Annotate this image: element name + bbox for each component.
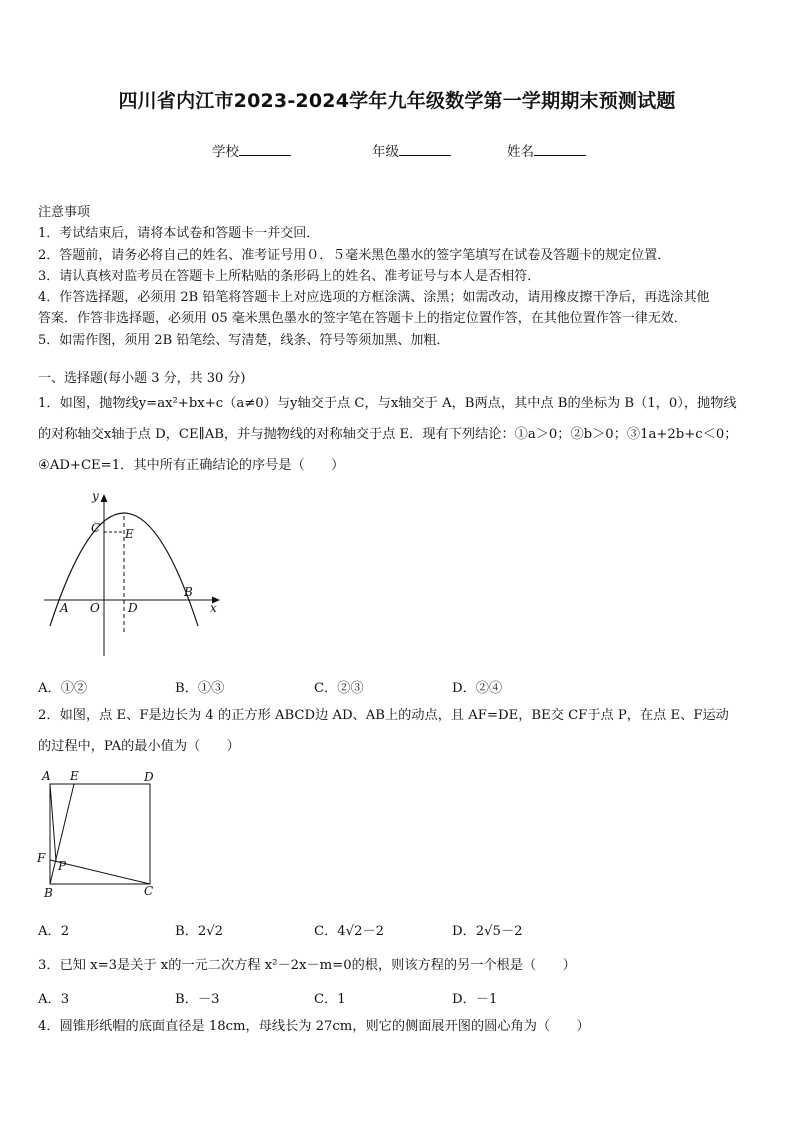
school-field[interactable]: [212, 140, 291, 160]
label-b: B: [184, 585, 193, 599]
question-1-line-1: 1．如图，抛物线y=ax²+bx+c（a≠0）与y轴交于点 C，与x轴交于 A，B两点，其中点 B的坐标为 B（1，0），抛物线: [38, 396, 737, 411]
label-a: A: [42, 769, 51, 783]
label-c: C: [144, 884, 154, 898]
notice-item: 答案．作答非选择题，必须用 05 毫米黑色墨水的签字笔在答题卡上的指定位置作答，在其他位置作答一律无效．: [38, 311, 687, 327]
option-b[interactable]: B．①③: [175, 681, 225, 696]
grade-blank[interactable]: [399, 143, 451, 156]
question-2-options: [38, 920, 758, 940]
label-x: x: [210, 601, 217, 615]
label-b: B: [44, 886, 53, 900]
option-a[interactable]: A．3: [38, 992, 70, 1007]
question-3: [38, 950, 760, 981]
notice-item: 5．如需作图，须用 2B 铅笔绘、写清楚，线条、符号等须加黑、加粗．: [38, 332, 450, 348]
grade-label: 年级: [372, 144, 399, 160]
label-d: D: [144, 770, 154, 784]
school-label: 学校: [212, 144, 239, 160]
option-d[interactable]: D．②④: [452, 681, 503, 696]
option-c[interactable]: C．4√2－2: [314, 924, 385, 939]
parabola-figure: [38, 484, 228, 664]
question-1-options: [38, 677, 758, 697]
label-e: E: [125, 527, 134, 541]
grade-field[interactable]: [372, 140, 451, 160]
option-a[interactable]: A．2: [38, 924, 70, 939]
section-heading: 一、选择题(每小题 3 分，共 30 分): [38, 371, 246, 386]
label-d: D: [128, 601, 138, 615]
label-p: P: [58, 859, 67, 873]
school-blank[interactable]: [239, 143, 291, 156]
y-axis-arrow: [101, 494, 108, 502]
notice-item: 1．考试结束后，请将本试卷和答题卡一并交回．: [38, 226, 320, 242]
label-y: y: [92, 489, 99, 503]
question-1: [38, 388, 760, 481]
notice-block: [38, 202, 763, 351]
square-figure: [34, 764, 164, 900]
page-title: 四川省内江市2023-2024学年九年级数学第一学期期末预测试题: [118, 90, 676, 112]
notice-heading: 注意事项: [38, 205, 91, 220]
label-f: F: [37, 851, 46, 865]
notice-item: 2．答题前，请务必将自己的姓名、准考证号用０．５毫米黑色墨水的签字笔填写在试卷及答题卡的规定位置．: [38, 247, 671, 263]
question-3-line-1: 3．已知 x=3是关于 x的一元二次方程 x²－2x－m=0的根，则该方程的另一个根是（ ）: [38, 958, 576, 973]
option-a[interactable]: A．①②: [38, 681, 88, 696]
label-c: C: [91, 521, 101, 535]
name-blank[interactable]: [534, 143, 586, 156]
question-1-line-2: 的对称轴交x轴于点 D，CE∥AB，并与抛物线的对称轴交于点 E．现有下列结论：①a＞0；②b＞0；③1a+2b+c＜0；: [38, 427, 738, 442]
option-c[interactable]: C．②③: [314, 681, 364, 696]
option-b[interactable]: B．2√2: [175, 924, 224, 939]
question-2: [38, 700, 760, 762]
option-d[interactable]: D．2√5－2: [452, 924, 523, 939]
question-4: [38, 1011, 760, 1042]
question-2-line-1: 2．如图，点 E、F是边长为 4 的正方形 ABCD边 AD、AB上的动点，且 AF=DE，BE交 CF于点 P，在点 E、F运动: [38, 708, 729, 723]
notice-item: 3．请认真核对监考员在答题卡上所粘贴的条形码上的姓名、准考证号与本人是否相符．: [38, 268, 541, 284]
name-field[interactable]: [507, 140, 586, 160]
segment-ap: [50, 784, 56, 861]
question-2-line-2: 的过程中，PA的最小值为（ ）: [38, 739, 240, 754]
question-4-line-1: 4．圆锥形纸帽的底面直径是 18cm，母线长为 27cm，则它的侧面展开图的圆心角为（ ）: [38, 1019, 590, 1034]
option-b[interactable]: B．－3: [175, 992, 220, 1007]
question-1-line-3: ④AD+CE=1．其中所有正确结论的序号是（ ）: [38, 458, 345, 473]
option-c[interactable]: C．1: [314, 992, 346, 1007]
name-label: 姓名: [507, 144, 534, 160]
option-d[interactable]: D．－1: [452, 992, 498, 1007]
label-e: E: [70, 769, 79, 783]
notice-item: 4．作答选择题，必须用 2B 铅笔将答题卡上对应选项的方框涂满、涂黑；如需改动，请用橡皮擦干净后，再选涂其他: [38, 290, 710, 306]
label-o: O: [90, 601, 100, 615]
question-3-options: [38, 988, 758, 1008]
label-a: A: [60, 601, 69, 615]
